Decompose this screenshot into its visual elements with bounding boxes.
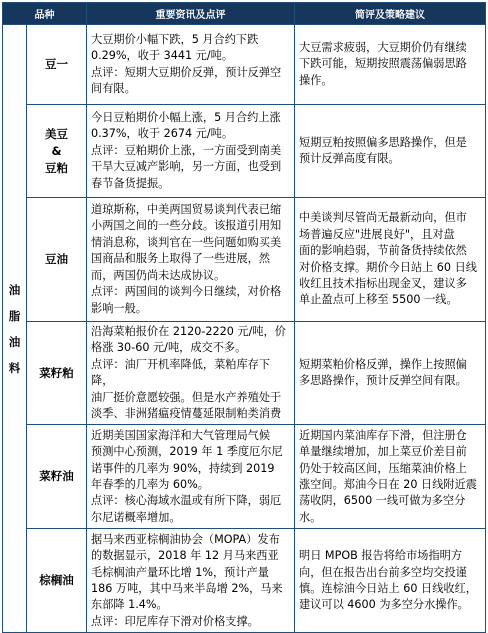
variety-label: 菜籽油: [39, 469, 74, 484]
category-char: 油: [8, 282, 21, 297]
variety-cell: [27, 425, 87, 529]
header-variety: 品种: [3, 3, 87, 25]
news-cell: [87, 322, 295, 425]
variety-cell: [27, 105, 87, 198]
advice-line: 明日 MPOB 报告将给市场指明方: [299, 549, 463, 563]
news-line: 预测中心预测，2019 年 1 季度厄尔尼: [91, 445, 283, 459]
header-row: [3, 3, 486, 25]
header-advice: 简评及策略建议: [295, 3, 486, 25]
news-line: 道琼斯称，中美两国贸易谈判代表已缩: [91, 203, 282, 217]
news-cell: [87, 425, 295, 529]
news-line: 国商品和服务上取得了一些进展，然: [91, 252, 271, 266]
news-line: 油厂挺价意愿较强。但是水产养殖处于: [91, 390, 282, 404]
news-line: 情消息称，谈判官在一些问题如购买美: [91, 235, 282, 249]
advice-line: 操作。: [299, 73, 333, 87]
variety-cell: [27, 322, 87, 425]
variety-cell: [27, 198, 87, 322]
news-line: 而，两国仍尚未达成协议。: [91, 268, 226, 282]
advice-cell: [295, 198, 486, 322]
variety-label: 豆粕: [45, 160, 68, 175]
advice-cell: [295, 425, 486, 529]
news-line: 年春季的几率为 60%。: [91, 477, 209, 491]
advice-cell: [295, 25, 486, 105]
research-table: [2, 2, 486, 633]
category-char: 脂: [8, 308, 21, 323]
advice-cell: [295, 105, 486, 198]
news-line: 0.37%，收于 2674 元/吨。: [91, 127, 234, 141]
news-cell: [87, 529, 295, 633]
table-row: [3, 198, 486, 322]
news-line: 点评：核心海域水温或有所下降，弱厄: [91, 494, 282, 508]
news-line: 点评：印尼库存下滑对价格支撑。: [91, 614, 259, 628]
advice-line: 向，但在报告出台前多空均交投谨: [299, 565, 467, 579]
news-line: 格涨 30-60 元/吨，成交不多。: [91, 341, 247, 355]
news-line: 影响一般。: [91, 301, 147, 315]
advice-line: 预计反弹高度有限。: [299, 152, 400, 165]
advice-cell: [295, 529, 486, 633]
news-line: 诺事件的几率为 90%，持续到 2019: [91, 461, 275, 475]
advice-line: 涨空间。郑油今日在 20 日线附近震: [299, 477, 477, 491]
advice-line: 仍处于较高区间，压缩菜油价格上: [299, 461, 467, 475]
news-line: 点评：油厂开机率降低，菜粕库存下降，: [91, 357, 271, 388]
advice-line: 单量继续增加，加上菜豆价差目前: [299, 445, 467, 459]
variety-cell: [27, 529, 87, 633]
advice-line: 大豆需求疲弱，大豆期价仍有继续: [299, 40, 467, 54]
news-line: 东部降 1.4%。: [91, 598, 168, 612]
news-line: 毛棕榈油产量环比增 1%，预计产量: [91, 565, 269, 579]
advice-line: 单止盈点可上移至 5500 一线。: [299, 293, 458, 307]
news-cell: [87, 198, 295, 322]
variety-label: 豆油: [45, 252, 68, 266]
variety-label: &: [51, 143, 62, 158]
table-row: [3, 105, 486, 198]
news-line: 小两国之间的一些分歧。该报道引用知: [91, 219, 282, 233]
table-row: [3, 322, 486, 425]
news-line: 大豆期价小幅下跌，5 月合约下跌: [91, 32, 259, 46]
advice-line: 水。: [299, 510, 322, 524]
variety-label: 菜籽粕: [39, 365, 74, 380]
news-line: 今日豆粕期价小幅上涨，5 月合约上涨: [91, 110, 281, 124]
news-line: 间有限。: [91, 81, 136, 95]
news-line: 近期美国国家海洋和大气管理局气候: [91, 428, 271, 442]
advice-line: 建议可以 4600 为多空分水操作。: [299, 598, 469, 612]
advice-line: 面的影响趋弱，节前备货持续依然: [299, 244, 467, 258]
variety-label: 豆一: [45, 57, 68, 71]
news-line: 春节备货提振。: [91, 176, 170, 190]
news-line: 点评：豆粕期价上涨，一方面受到南美: [91, 143, 282, 157]
advice-line: 慎。连棕油今日站上 60 日线收红，: [299, 581, 477, 595]
news-line: 0.29%，收于 3441 元/吨。: [91, 49, 234, 63]
advice-line: 多思路操作，预计反弹空间有限。: [299, 374, 467, 388]
advice-line: 收红且技术指标出现金叉，建议多: [299, 276, 467, 290]
advice-cell: [295, 322, 486, 425]
advice-line: 场普遍反应"进展良好"，且对盘: [299, 227, 455, 241]
category-char: 油: [8, 334, 21, 349]
news-cell: [87, 105, 295, 198]
news-line: 的数据显示，2018 年 12 月马来西亚: [91, 549, 279, 563]
news-line: 186 万吨，其中马来半岛增 2%，马来: [91, 581, 283, 595]
advice-line: 中美谈判尽管尚无最新动向，但市: [299, 211, 467, 225]
advice-line: 短期菜粕价格反弹，操作上按照偏: [299, 357, 467, 371]
advice-line: 荡收阴，6500 一线可做为多空分: [299, 494, 466, 508]
news-line: 干旱大豆减产影响，另一方面，也受到: [91, 160, 282, 174]
header-news: 重要资讯及点评: [87, 3, 295, 25]
news-line: 沿海菜粕报价在 2120-2220 元/吨，价: [91, 325, 286, 338]
category-cell: [3, 25, 27, 633]
advice-line: 近期国内菜油库存下滑，但注册仓: [299, 428, 467, 442]
news-line: 点评：两国间的谈判今日继续，对价格: [91, 285, 282, 299]
table-row: [3, 529, 486, 633]
table-row: [3, 425, 486, 529]
table-row: [3, 25, 486, 105]
advice-line: 下跌可能，短期按照震荡偏弱思路: [299, 57, 467, 71]
advice-line: 短期豆粕按照偏多思路操作，但是: [299, 135, 467, 149]
variety-label: 美豆: [45, 126, 68, 141]
variety-cell: [27, 25, 87, 105]
variety-label: 棕榈油: [39, 573, 74, 588]
news-line: 淡季、非洲猪瘟疫情蔓延限制粕类消费: [91, 407, 282, 421]
news-line: 点评：短期大豆期价反弹，预计反弹空: [91, 65, 282, 79]
advice-line: 对价格支撑。期价今日站上 60 日线: [299, 260, 477, 274]
news-line: 据马来西亚棕榈油协会（MOPA）发布: [91, 532, 280, 546]
news-cell: [87, 25, 295, 105]
category-char: 料: [8, 360, 21, 375]
news-line: 尔尼诺概率增加。: [91, 510, 181, 524]
